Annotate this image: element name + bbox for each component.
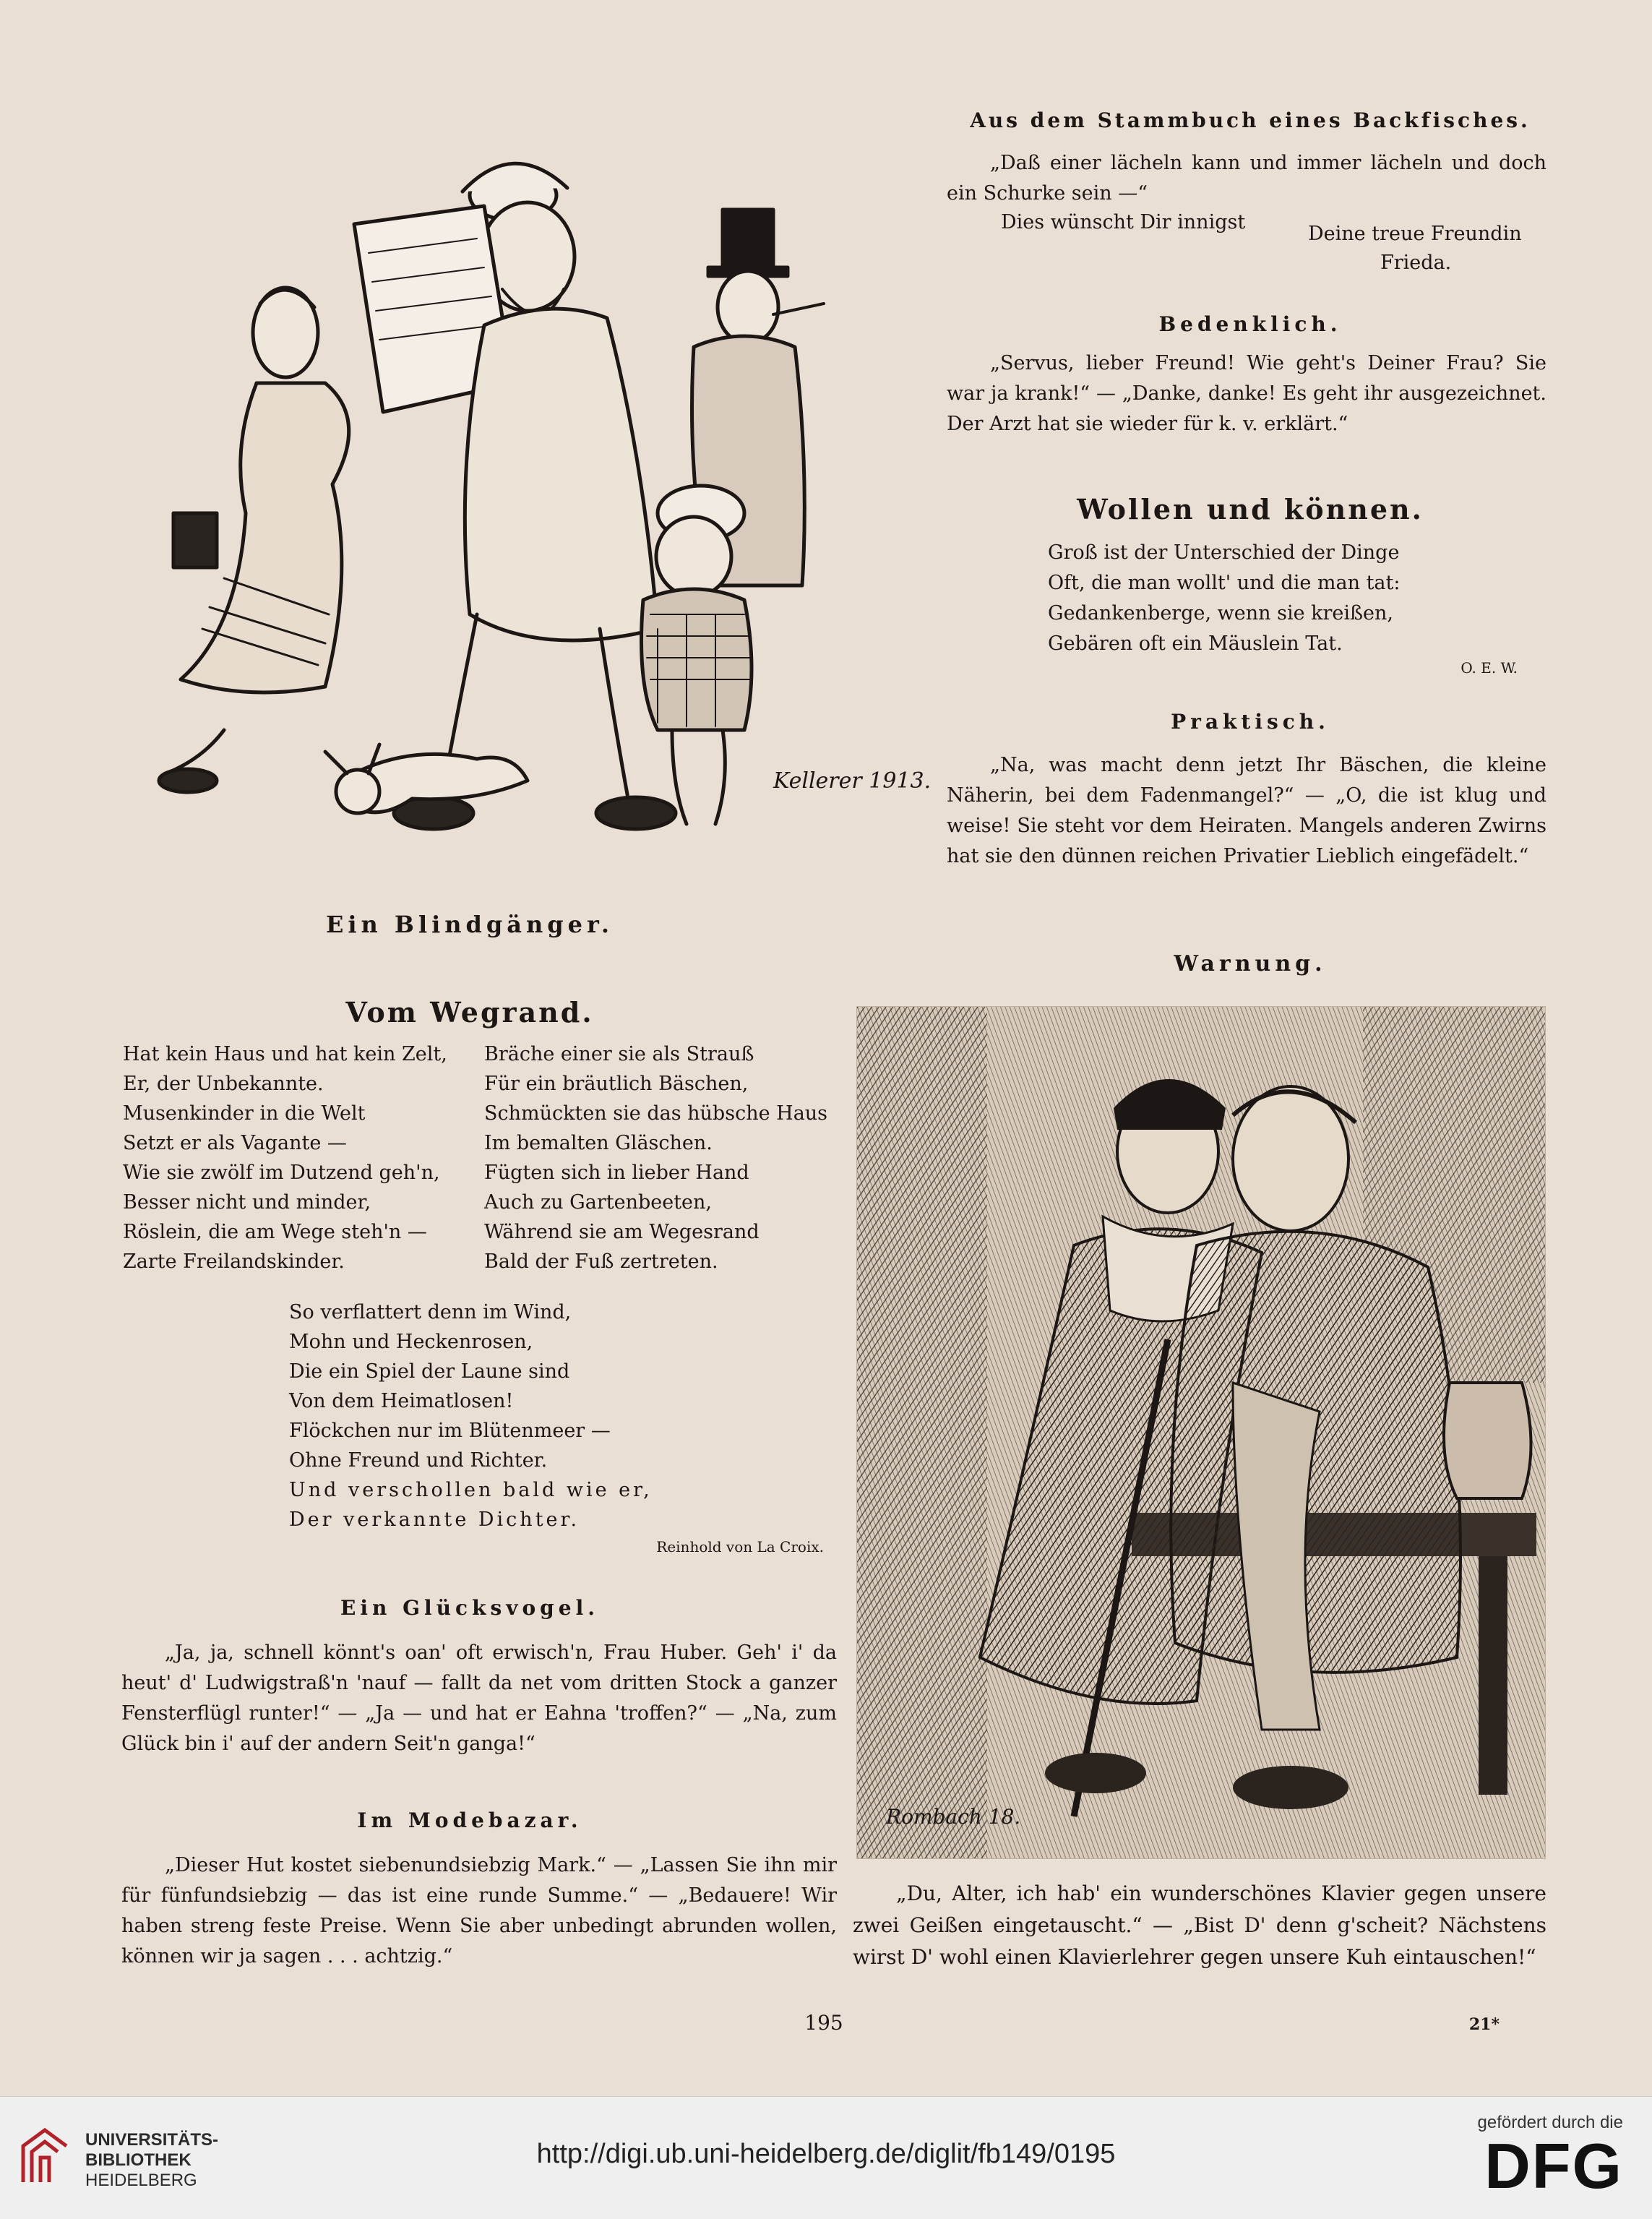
source-url[interactable]: http://digi.ub.uni-heidelberg.de/diglit/fb149/0195: [536, 2139, 1116, 2169]
poem-line: Mohn und Heckenrosen,: [289, 1331, 533, 1353]
poem-closing-stanza: [289, 1297, 752, 1535]
poem-line: Oft, die man wollt' und die man tat:: [1048, 572, 1401, 594]
gluecksvogel-title: Ein Glücksvogel.: [340, 1596, 599, 1620]
signature-mark: 21*: [1468, 2015, 1500, 2034]
stammbuch-signature: Deine treue Freundin: [1308, 223, 1522, 245]
poem-line: Zarte Freilandskinder.: [123, 1250, 345, 1273]
warnung-caption: „Du, Alter, ich hab' ein wunderschönes Klavier gegen unsere zwei Geißen eingetauscht.“ — „Bist D' denn g'scheit? Nächstens wirst D' wohl einen Klavierlehrer gegen unsere Kuh eintauschen!“: [853, 1881, 1546, 1969]
poem-line: Der verkannte Dichter.: [289, 1508, 580, 1531]
library-name-line: UNIVERSITÄTS-: [85, 2130, 219, 2150]
poem-line: Fügten sich in lieber Hand: [484, 1162, 749, 1184]
poem-line: Die ein Spiel der Laune sind: [289, 1360, 570, 1383]
wollen-title: Wollen und können.: [1077, 493, 1424, 525]
poem-line: Bald der Fuß zertreten.: [484, 1250, 718, 1273]
cartoon-signature: Kellerer 1913.: [773, 768, 932, 794]
poem-line: Während sie am Wegesrand: [484, 1221, 760, 1243]
praktisch-title: Praktisch.: [1171, 710, 1330, 734]
gluecksvogel-text: „Ja, ja, schnell könnt's oan' oft erwisch'n, Frau Huber. Geh' i' da heut' d' Ludwigstraß'n 'nauf — fallt da net vom dritten Stock a ganzer Fensterflügl runter!“ — „Ja — und hat er Eahna 'troffen?“ — „Na, zum Glück bin i' auf der andern Seit'n ganga!“: [121, 1641, 837, 1755]
wollen-poem: [1048, 538, 1510, 659]
poem-left-stanza: [123, 1039, 470, 1276]
digitization-footer: [0, 2096, 1652, 2219]
modebazar-text: „Dieser Hut kostet siebenundsiebzig Mark.“ — „Lassen Sie ihn mir für fünfundsiebzig — das ist eine runde Summe.“ — „Bedauere! Wir haben streng feste Preise. Wenn Sie aber unbedingt abrunden wollen, können wir ja sagen . . . achtzig.“: [121, 1854, 837, 1967]
poem-line: Gedankenberge, wenn sie kreißen,: [1048, 602, 1394, 625]
stammbuch-title: Aus dem Stammbuch eines Backfisches.: [970, 108, 1531, 132]
poem-line: Er, der Unbekannte.: [123, 1073, 324, 1095]
poem-title: Vom Wegrand.: [345, 996, 594, 1029]
poem-line: Bräche einer sie als Strauß: [484, 1043, 754, 1065]
cartoon-caption: Ein Blindgänger.: [325, 911, 614, 938]
poem-line: Groß ist der Unterschied der Dinge: [1048, 541, 1400, 564]
poem-line: Wie sie zwölf im Dutzend geh'n,: [123, 1162, 440, 1184]
funding-text: gefördert durch die: [1477, 2113, 1623, 2132]
poem-line: Ohne Freund und Richter.: [289, 1449, 548, 1472]
engraving-warnung: [856, 1006, 1546, 1859]
funder-logo[interactable]: [1450, 2113, 1623, 2207]
page-number: 195: [804, 2011, 843, 2035]
dfg-logo: DFG: [1484, 2130, 1623, 2202]
poem-line: Im bemalten Gläschen.: [484, 1132, 713, 1154]
warnung-title: Warnung.: [1174, 951, 1327, 977]
praktisch-text: „Na, was macht denn jetzt Ihr Bäschen, die kleine Näherin, bei dem Fadenmangel?“ — „O, die ist klug und weise! Sie steht vor dem Heiraten. Mangels anderen Zwirns hat sie den dünnen reichen Privatier Lieblich eingefädelt.“: [947, 754, 1546, 867]
wollen-author: O. E. W.: [1460, 659, 1518, 677]
poem-line: Schmückten sie das hübsche Haus: [484, 1102, 828, 1125]
poem-line: Hat kein Haus und hat kein Zelt,: [123, 1043, 447, 1065]
poem-line: Besser nicht und minder,: [123, 1191, 371, 1214]
poem-author: Reinhold von La Croix.: [656, 1538, 824, 1555]
bedenklich-text: „Servus, lieber Freund! Wie geht's Deiner Frau? Sie war ja krank!“ — „Danke, danke! Es geht ihr ausgezeichnet. Der Arzt hat sie wieder für k. v. erklärt.“: [947, 352, 1546, 435]
poem-line: Flöckchen nur im Blütenmeer —: [289, 1420, 611, 1442]
library-name-line: BIBLIOTHEK: [85, 2150, 192, 2170]
poem-line: Röslein, die am Wege steh'n —: [123, 1221, 427, 1243]
poem-line: Von dem Heimatlosen!: [289, 1390, 514, 1412]
engraving-drawing: [857, 1007, 1545, 1858]
poem-line: Setzt er als Vagante —: [123, 1132, 347, 1154]
cartoon-blindgaenger: [137, 108, 932, 882]
modebazar-title: Im Modebazar.: [357, 1808, 582, 1832]
poem-line: Auch zu Gartenbeeten,: [484, 1191, 713, 1214]
poem-line: So verflattert denn im Wind,: [289, 1301, 572, 1323]
poem-line: Für ein bräutlich Bäschen,: [484, 1073, 749, 1095]
poem-line: Gebären oft ein Mäuslein Tat.: [1048, 632, 1343, 655]
poem-line: Musenkinder in die Welt: [123, 1102, 366, 1125]
engraving-signature: Rombach 18.: [886, 1805, 1021, 1829]
stammbuch-signature-name: Frieda.: [1380, 252, 1452, 274]
poem-right-stanza: [484, 1039, 831, 1276]
poem-line: Und verschollen bald wie er,: [289, 1479, 653, 1501]
stammbuch-wish: Dies wünscht Dir innigst: [1001, 211, 1246, 233]
library-name-line: HEIDELBERG: [85, 2171, 197, 2190]
cartoon-drawing: [137, 108, 932, 882]
stammbuch-text: „Daß einer lächeln kann und immer lächeln und doch ein Schurke sein —“: [947, 152, 1546, 205]
bedenklich-title: Bedenklich.: [1158, 312, 1342, 336]
